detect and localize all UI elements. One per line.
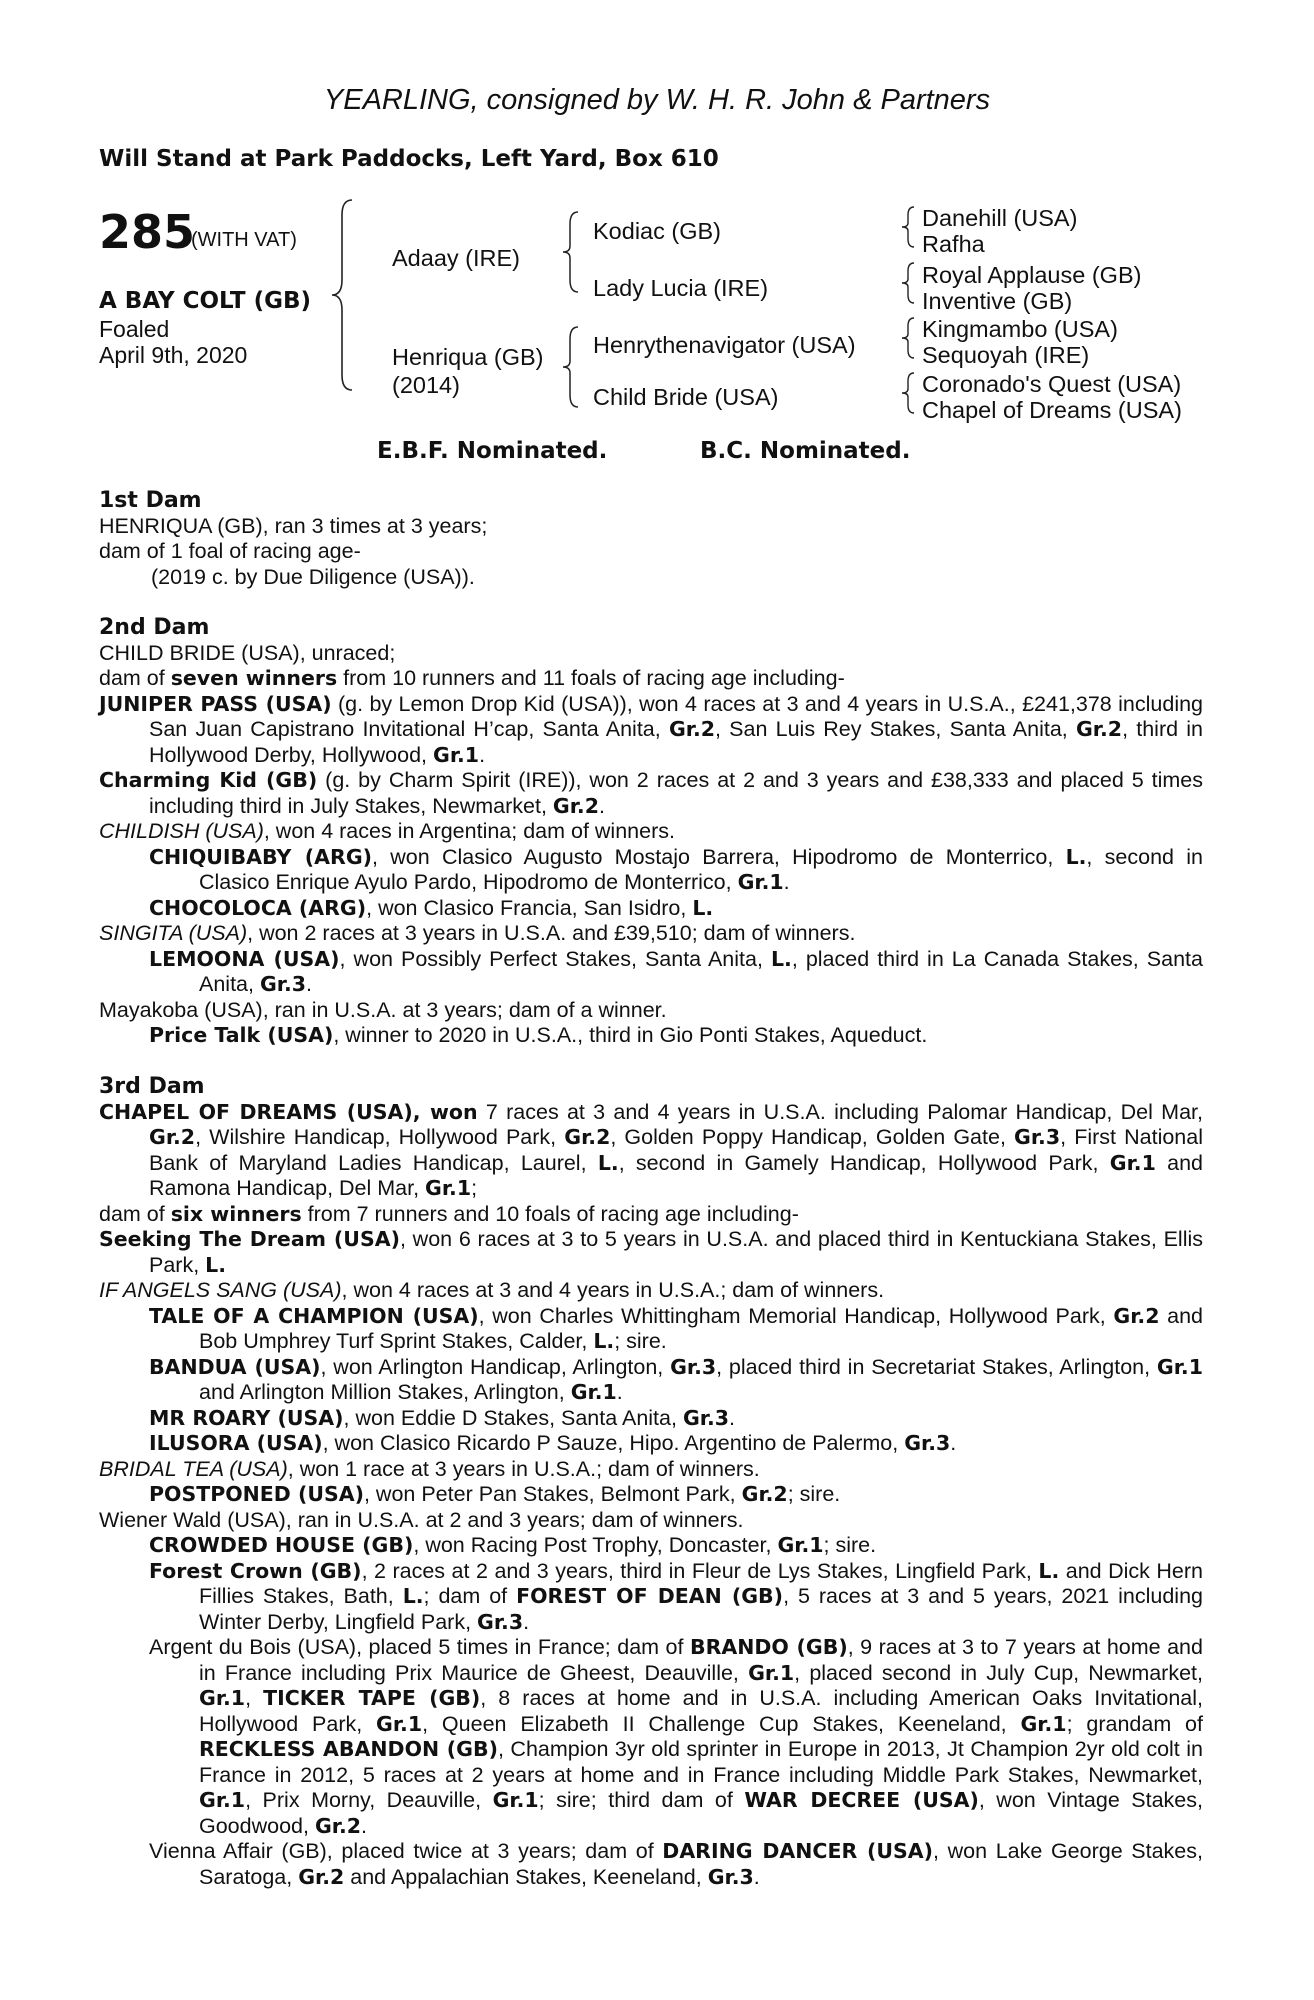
pedigree-ggp-7: Coronado's Quest (USA) — [922, 371, 1182, 397]
pedigree-brace-dam — [560, 325, 590, 410]
pedigree-ggp-8: Chapel of Dreams (USA) — [922, 397, 1182, 423]
pedigree-brace-main — [330, 195, 390, 395]
progeny-if-angels-sang: IF ANGELS SANG (USA), won 4 races at 3 and 4 years in U.S.A.; dam of winners. — [99, 1278, 885, 1302]
foaled-date: April 9th, 2020 — [99, 342, 248, 368]
progeny-mayakoba: Mayakoba (USA), ran in U.S.A. at 3 years; dam of a winner. — [99, 997, 667, 1022]
pedigree-brace-ggp3 — [898, 316, 922, 361]
foaled-label: Foaled — [99, 316, 170, 342]
second-dam-line-1: CHILD BRIDE (USA), unraced; — [99, 640, 396, 665]
third-dam-heading: 3rd Dam — [99, 1074, 205, 1099]
pedigree-ggp-1: Danehill (USA) — [922, 205, 1078, 231]
second-dam-line-2-post: from 10 runners and 11 foals of racing age including- — [337, 666, 845, 690]
progeny-vienna-affair: Vienna Affair (GB), placed twice at 3 years; dam of DARING DANCER (USA), won Lake George Stakes, Saratoga, Gr.2 and Appalachian Stakes, Keeneland, Gr.3. — [149, 1839, 1203, 1889]
first-dam-line-1: HENRIQUA (GB), ran 3 times at 3 years; — [99, 513, 488, 538]
third-dam-chapel-of-dreams: CHAPEL OF DREAMS (USA), won 7 races at 3 and 4 years in U.S.A. including Palomar Handicap, Del Mar, Gr.2, Wilshire Handicap, Hollywood Park, Gr.2, Golden Poppy Handicap, Golden Gate, Gr.3, First National Bank of Maryland Ladies Handicap, Laurel, L., second in Gamely Handicap, Hollywood Park, Gr.1 and Ramona Handicap, Del Mar, Gr.1; — [99, 1099, 1204, 1200]
pedigree-ggp-6: Sequoyah (IRE) — [922, 342, 1090, 368]
pedigree-brace-ggp4 — [898, 371, 922, 416]
progeny-chocoloca: CHOCOLOCA (ARG), won Clasico Francia, San Isidro, L. — [149, 895, 714, 920]
progeny-ilusora: ILUSORA (USA), won Clasico Ricardo P Sauze, Hipo. Argentino de Palermo, Gr.3. — [149, 1431, 957, 1455]
pedigree-ggp-5: Kingmambo (USA) — [922, 316, 1118, 342]
progeny-seeking-the-dream: Seeking The Dream (USA), won 6 races at 3 to 5 years in U.S.A. and placed third in Kentuckiana Stakes, Ellis Park, L. — [99, 1227, 1203, 1277]
progeny-price-talk: Price Talk (USA), winner to 2020 in U.S.A., third in Gio Ponti Stakes, Aqueduct. — [149, 1023, 928, 1047]
lot-number: 285 — [99, 205, 196, 259]
second-dam-heading: 2nd Dam — [99, 615, 210, 640]
progeny-bandua: BANDUA (USA), won Arlington Handicap, Arlington, Gr.3, placed third in Secretariat Stakes, Arlington, Gr.1 and Arlington Million Stakes, Arlington, Gr.1. — [149, 1354, 1203, 1404]
third-dam-summary: dam of six winners from 7 runners and 10 foals of racing age including- — [99, 1201, 799, 1226]
pedigree-ggp-4: Inventive (GB) — [922, 288, 1073, 314]
progeny-childish: CHILDISH (USA), won 4 races in Argentina; dam of winners. — [99, 819, 675, 843]
stand-location: Will Stand at Park Paddocks, Left Yard, Box 610 — [99, 146, 719, 172]
first-dam-line-2: dam of 1 foal of racing age- — [99, 539, 361, 563]
progeny-charming-kid: Charming Kid (GB) (g. by Charm Spirit (IRE)), won 2 races at 2 and 3 years and £38,333 and placed 5 times including third in July Stakes, Newmarket, Gr.2. — [99, 768, 1203, 818]
pedigree-dam: Henriqua (GB) — [392, 344, 544, 370]
pedigree-dam-sire: Henrythenavigator (USA) — [593, 332, 856, 358]
pedigree-brace-sire — [560, 210, 590, 295]
pedigree-brace-ggp1 — [898, 205, 922, 250]
second-dam-line-2-pre: dam of — [99, 666, 171, 690]
progeny-mr-roary: MR ROARY (USA), won Eddie D Stakes, Santa Anita, Gr.3. — [149, 1405, 736, 1430]
consignor-header: YEARLING, consigned by W. H. R. John & Partners — [323, 84, 991, 116]
pedigree-ggp-2: Rafha — [922, 231, 985, 257]
progeny-chiquibaby: CHIQUIBABY (ARG), won Clasico Augusto Mostajo Barrera, Hipodromo de Monterrico, L., second in Clasico Enrique Ayulo Pardo, Hipodromo de Monterrico, Gr.1. — [149, 844, 1203, 894]
first-dam-heading: 1st Dam — [99, 488, 202, 513]
progeny-wiener-wald: Wiener Wald (USA), ran in U.S.A. at 2 and 3 years; dam of winners. — [99, 1507, 744, 1532]
progeny-forest-crown: Forest Crown (GB), 2 races at 2 and 3 years, third in Fleur de Lys Stakes, Lingfield Park, L. and Dick Hern Fillies Stakes, Bath, L.; dam of FOREST OF DEAN (GB), 5 races at 3 and 5 years, 2021 including Winter Derby, Lingfield Park, Gr.3. — [149, 1558, 1203, 1634]
progeny-tale-of-a-champion: TALE OF A CHAMPION (USA), won Charles Whittingham Memorial Handicap, Hollywood Park, Gr.2 and Bob Umphrey Turf Sprint Stakes, Calder, L.; sire. — [149, 1303, 1204, 1353]
pedigree-dam-year: (2014) — [392, 372, 460, 398]
pedigree-dam-dam: Child Bride (USA) — [593, 384, 779, 410]
second-dam-section — [99, 615, 1203, 1049]
pedigree-sire-sire: Kodiac (GB) — [593, 218, 721, 244]
lot-description: A BAY COLT (GB) — [99, 288, 312, 314]
ebf-nominated: E.B.F. Nominated. — [377, 438, 608, 464]
progeny-argent-du-bois: Argent du Bois (USA), placed 5 times in France; dam of BRANDO (GB), 9 races at 3 to 7 years at home and in France including Prix Maurice de Gheest, Deauville, Gr.1, placed second in July Cup, Newmarket, Gr.1, TICKER TAPE (GB), 8 races at home and in U.S.A. including American Oaks Invitational, Hollywood Park, Gr.1, Queen Elizabeth II Challenge Cup Stakes, Keeneland, Gr.1; grandam of RECKLESS ABANDON (GB), Champion 3yr old sprinter in Europe in 2013, Jt Champion 2yr old colt in France in 2012, 5 races at 2 years at home and in France including Middle Park Stakes, Newmarket, Gr.1, Prix Morny, Deauville, Gr.1; sire; third dam of WAR DECREE (USA), won Vintage Stakes, Goodwood, Gr.2. — [149, 1635, 1203, 1838]
pedigree-brace-ggp2 — [898, 261, 922, 306]
first-dam-section — [99, 488, 1203, 590]
bc-nominated: B.C. Nominated. — [700, 438, 911, 464]
vat-note: (WITH VAT) — [191, 229, 297, 251]
progeny-postponed: POSTPONED (USA), won Peter Pan Stakes, Belmont Park, Gr.2; sire. — [149, 1482, 841, 1506]
progeny-juniper-pass: JUNIPER PASS (USA) (g. by Lemon Drop Kid (USA)), won 4 races at 3 and 4 years in U.S.A., £241,378 including San Juan Capistrano Invitational H’cap, Santa Anita, Gr.2, San Luis Rey Stakes, Santa Anita, Gr.2, third in Hollywood Derby, Hollywood, Gr.1. — [99, 691, 1204, 767]
progeny-lemoona: LEMOONA (USA), won Possibly Perfect Stakes, Santa Anita, L., placed third in La Canada Stakes, Santa Anita, Gr.3. — [149, 946, 1203, 996]
progeny-bridal-tea: BRIDAL TEA (USA), won 1 race at 3 years in U.S.A.; dam of winners. — [99, 1456, 760, 1481]
pedigree-sire: Adaay (IRE) — [392, 245, 520, 271]
third-dam-section — [99, 1074, 1203, 1890]
second-dam-seven-winners: seven winners — [170, 666, 338, 690]
pedigree-ggp-3: Royal Applause (GB) — [922, 262, 1142, 288]
progeny-singita: SINGITA (USA), won 2 races at 3 years in U.S.A. and £39,510; dam of winners. — [99, 921, 856, 945]
second-dam-line-2 — [99, 666, 1203, 692]
progeny-crowded-house: CROWDED HOUSE (GB), won Racing Post Trophy, Doncaster, Gr.1; sire. — [149, 1533, 877, 1557]
first-dam-line-3: (2019 c. by Due Diligence (USA)). — [151, 564, 475, 589]
pedigree-sire-dam: Lady Lucia (IRE) — [593, 275, 769, 301]
